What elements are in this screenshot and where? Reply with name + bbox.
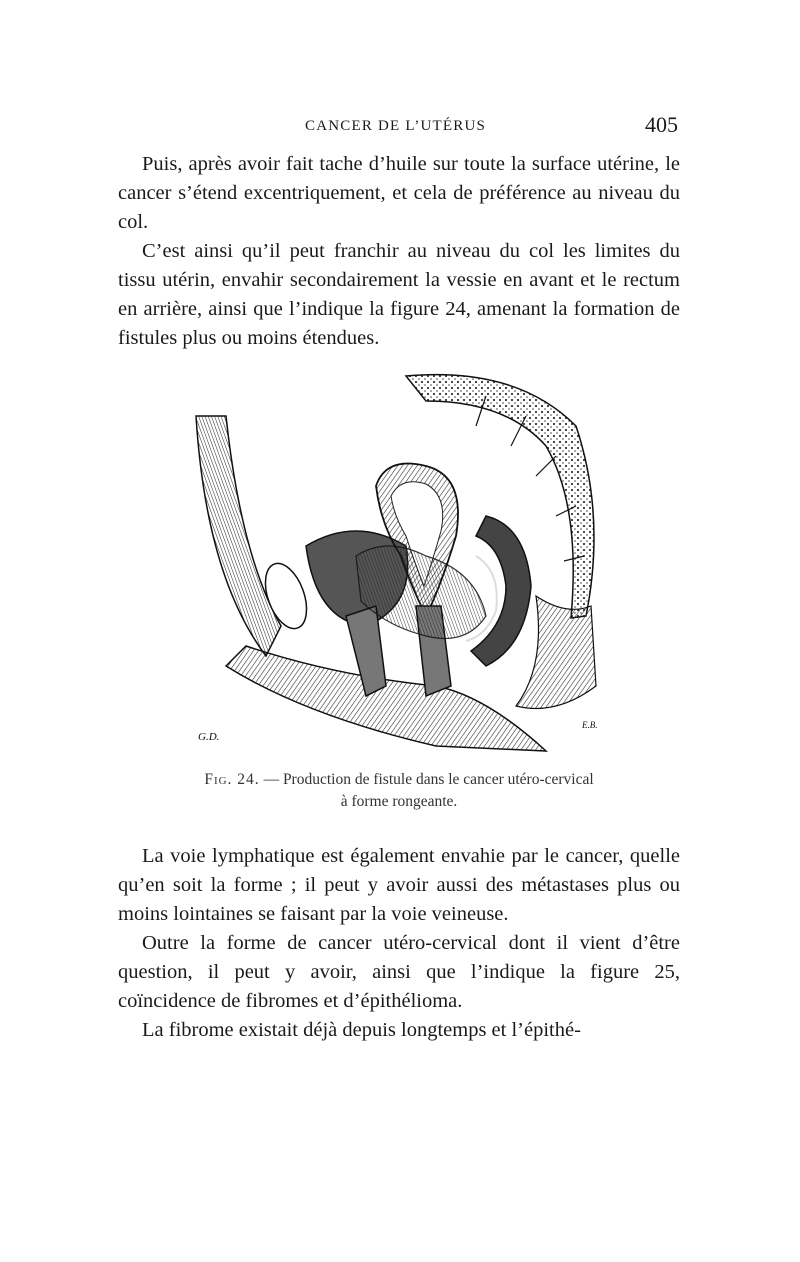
paragraph: Outre la forme de cancer utéro-cervical dont il vient d’être question, il peut y avoir, ainsi que l’indique la figure 25, coïncidence de fibromes et d’épithélioma. [118,932,680,1012]
pelvic-section-engraving [186,356,616,756]
caption-text: — Production de fistule dans le cancer utéro-cervical [263,771,594,788]
paragraph: La voie lymphatique est également envahie par le cancer, quelle qu’en soit la forme ; il peut y avoir aussi des métastases plus ou moins lointaines se faisant par la voie veineuse. [118,845,680,925]
caption-line-2: à forme rongeante. [340,793,458,810]
paragraph: C’est ainsi qu’il peut franchir au niveau du col les limites du tissu utérin, envahir secondairement la vessie en avant et le rectum en arrière, ainsi que l’indique la figure 24, amenant la formation de fistules plus ou moins étendues. [118,240,680,349]
engraver-mark-left: G.D. [198,731,220,743]
figure-caption [118,769,680,813]
chapter-title: CANCER DE L’UTÉRUS [305,118,487,134]
paragraph: Puis, après avoir fait tache d’huile sur toute la surface utérine, le cancer s’étend excentriquement, et cela de préférence au niveau du col. [118,153,680,233]
engraver-mark-right: E.B. [582,720,598,730]
body-text-bottom [118,842,680,1045]
caption-label: Fig. 24. [204,771,260,788]
page-number: 405 [645,112,678,137]
body-text-top [118,150,680,353]
caption-line-1 [118,769,680,791]
anatomical-illustration [186,356,616,756]
running-head [118,112,680,142]
paragraph: La fibrome existait déjà depuis longtemps et l’épithé- [142,1019,581,1041]
